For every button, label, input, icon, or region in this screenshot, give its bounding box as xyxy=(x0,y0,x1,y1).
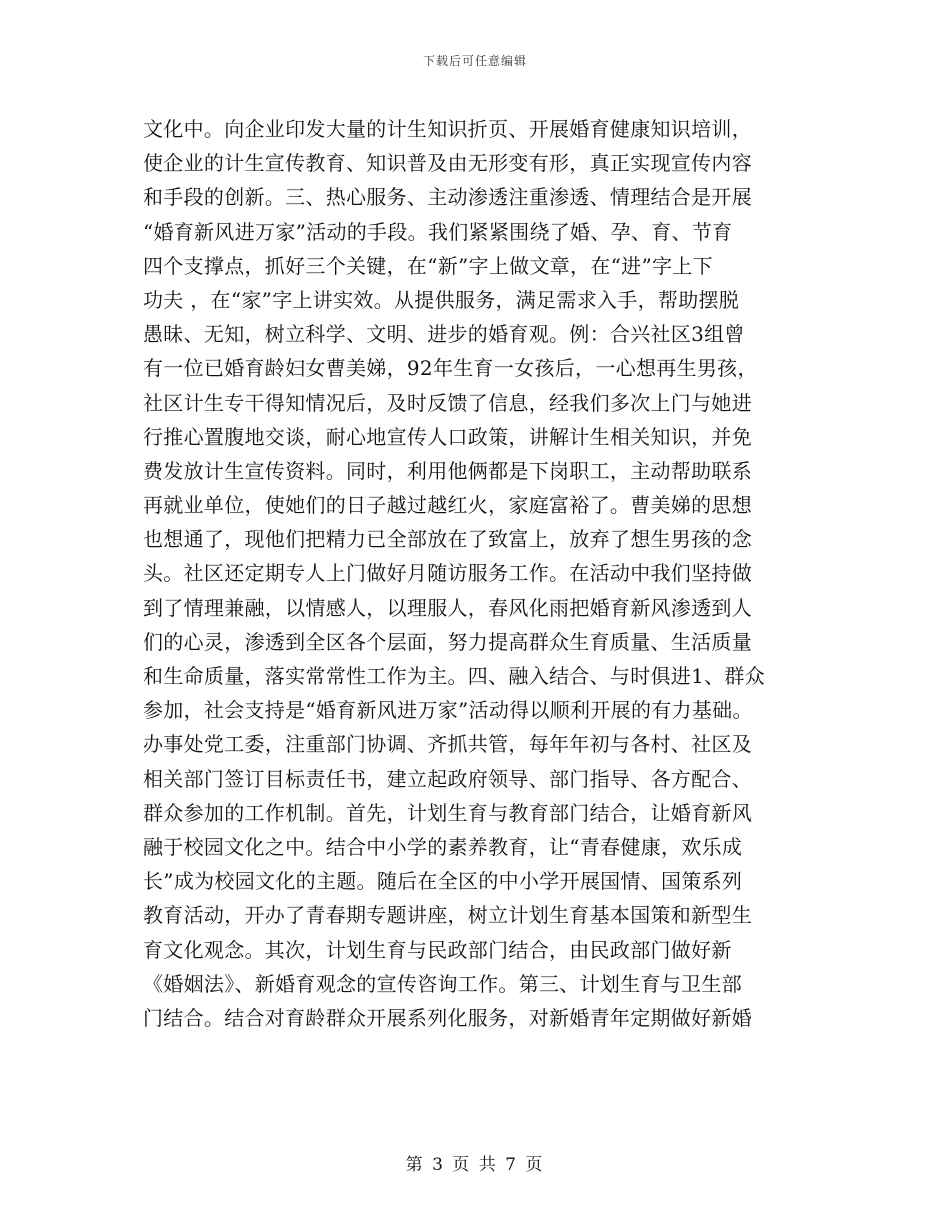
text-line: 也想通了，现他们把精力已全部放在了致富上，放弃了想生男孩的念 xyxy=(143,527,752,552)
text-line: 功夫 ，在“家”字上讲实效。从提供服务，满足需求入手，帮助摆脱 xyxy=(143,287,740,312)
text-line: 教育活动，开办了青春期专题讲座，树立计划生育基本国策和新型生 xyxy=(143,903,752,928)
text-line: 行推心置腹地交谈，耐心地宣传人口政策，讲解计生相关知识，并免 xyxy=(143,424,752,449)
text-line: 们的心灵，渗透到全区各个层面，努力提高群众生育质量、生活质量 xyxy=(143,629,752,654)
text-line: 长”成为校园文化的主题。随后在全区的中小学开展国情、国策系列 xyxy=(143,869,743,894)
text-line: 和生命质量，落实常常性工作为主。四、融入结合、与时俱进1、群众 xyxy=(143,664,766,688)
text-line: 社区计生专干得知情况后，及时反馈了信息，经我们多次上门与她进 xyxy=(143,390,752,415)
text-line: 四个支撑点，抓好三个关键，在“新”字上做文章，在“进”字上下 xyxy=(143,253,713,278)
text-line: 育文化观念。其次，计划生育与民政部门结合，由民政部门做好新 xyxy=(143,937,732,962)
text-line: 使企业的计生宣传教育、知识普及由无形变有形，真正实现宣传内容 xyxy=(143,151,752,176)
text-line: 有一位已婚育龄妇女曹美娣，92年生育一女孩后，一心想再生男孩， xyxy=(143,356,758,381)
text-line: “婚育新风进万家”活动的手段。我们紧紧围绕了婚、孕、育、节育 xyxy=(143,219,733,244)
document-body xyxy=(143,112,823,1035)
text-line: 群众参加的工作机制。首先，计划生育与教育部门结合，让婚育新风 xyxy=(143,800,752,825)
text-line: 办事处党工委，注重部门协调、齐抓共管，每年年初与各村、社区及 xyxy=(143,732,752,757)
text-line: 费发放计生宣传资料。同时，利用他俩都是下岗职工，主动帮助联系 xyxy=(143,458,752,483)
page-header: 下载后可任意编辑 xyxy=(422,54,527,68)
text-line: 文化中。向企业印发大量的计生知识折页、开展婚育健康知识培训， xyxy=(143,117,752,141)
text-line: 门结合。结合对育龄群众开展系列化服务，对新婚青年定期做好新婚 xyxy=(143,1005,752,1030)
text-line: 再就业单位，使她们的日子越过越红火，家庭富裕了。曹美娣的思想 xyxy=(143,493,752,518)
text-line: 相关部门签订目标责任书，建立起政府领导、部门指导、各方配合、 xyxy=(143,766,752,791)
page-footer: 第 3 页 共 7 页 xyxy=(405,1155,545,1175)
text-line: 《婚姻法》、新婚育观念的宣传咨询工作。第三、计划生育与卫生部 xyxy=(143,971,742,996)
text-line: 融于校园文化之中。结合中小学的素养教育，让“青春健康，欢乐成 xyxy=(143,834,743,859)
text-line: 愚昧、无知，树立科学、文明、进步的婚育观。例：合兴社区3组曾 xyxy=(143,322,745,347)
text-line: 头。社区还定期专人上门做好月随访服务工作。在活动中我们坚持做 xyxy=(143,561,752,586)
text-line: 和手段的创新。三、热心服务、主动渗透注重渗透、情理结合是开展 xyxy=(143,185,752,210)
text-line: 到了情理兼融，以情感人，以理服人，春风化雨把婚育新风渗透到人 xyxy=(143,595,752,620)
text-line: 参加，社会支持是“婚育新风进万家”活动得以顺利开展的有力基础。 xyxy=(143,698,753,723)
